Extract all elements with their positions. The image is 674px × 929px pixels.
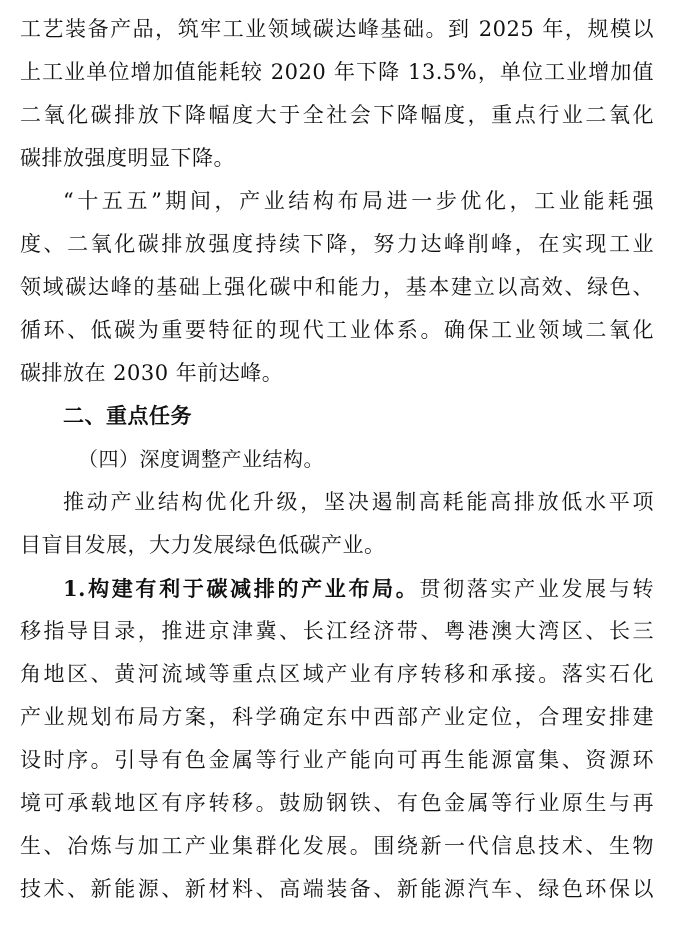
text-line: 角地区、黄河流域等重点区域产业有序转移和承接。落实石化	[20, 662, 654, 686]
text-line: 技术、新能源、新材料、高端装备、新能源汽车、绿色环保以	[20, 877, 654, 901]
text-line: 产业规划布局方案，科学确定东中西部产业定位，合理安排建	[20, 705, 654, 729]
document-page	[20, 8, 654, 911]
text-line: “十五五”期间，产业结构布局进一步优化，工业能耗强	[63, 189, 654, 213]
text-line: 移指导目录，推进京津冀、长江经济带、粤港澳大湾区、长三	[20, 619, 654, 643]
text-line: 工艺装备产品，筑牢工业领域碳达峰基础。到 2025 年，规模以	[20, 17, 654, 41]
text-line: 循环、低碳为重要特征的现代工业体系。确保工业领域二氧化	[20, 318, 654, 342]
paragraph-targets-2025	[20, 8, 654, 180]
item-lead: 1.构建有利于碳减排的产业布局。	[63, 576, 420, 601]
section-heading: 二、重点任务	[63, 404, 192, 428]
text-line: 度、二氧化碳排放强度持续下降，努力达峰削峰，在实现工业	[20, 232, 654, 256]
item-text: 贯彻落实产业发展与转	[419, 577, 654, 601]
paragraph-industrial-structure	[20, 481, 654, 567]
paragraph-industrial-layout	[20, 567, 654, 911]
text-line: 碳排放强度明显下降。	[20, 146, 235, 170]
text-line: 上工业单位增加值能耗较 2020 年下降 13.5%，单位工业增加值	[20, 60, 654, 84]
text-line: 碳排放在 2030 年前达峰。	[20, 361, 284, 385]
paragraph-15th-five-year	[20, 180, 654, 395]
text-line: 生、冶炼与加工产业集群化发展。围绕新一代信息技术、生物	[20, 834, 654, 858]
text-line: 二氧化碳排放下降幅度大于全社会下降幅度，重点行业二氧化	[20, 103, 654, 127]
text-line: 推动产业结构优化升级，坚决遏制高耗能高排放低水平项	[63, 490, 654, 514]
text-line: 境可承载地区有序转移。鼓励钢铁、有色金属等行业原生与再	[20, 791, 654, 815]
text-line: 设时序。引导有色金属等行业产能向可再生能源富集、资源环	[20, 748, 654, 772]
subsection-heading: （四）深度调整产业结构。	[78, 447, 324, 471]
text-line	[20, 567, 654, 610]
text-line: 目盲目发展，大力发展绿色低碳产业。	[20, 533, 386, 557]
text-line: 领域碳达峰的基础上强化碳中和能力，基本建立以高效、绿色、	[20, 275, 654, 299]
